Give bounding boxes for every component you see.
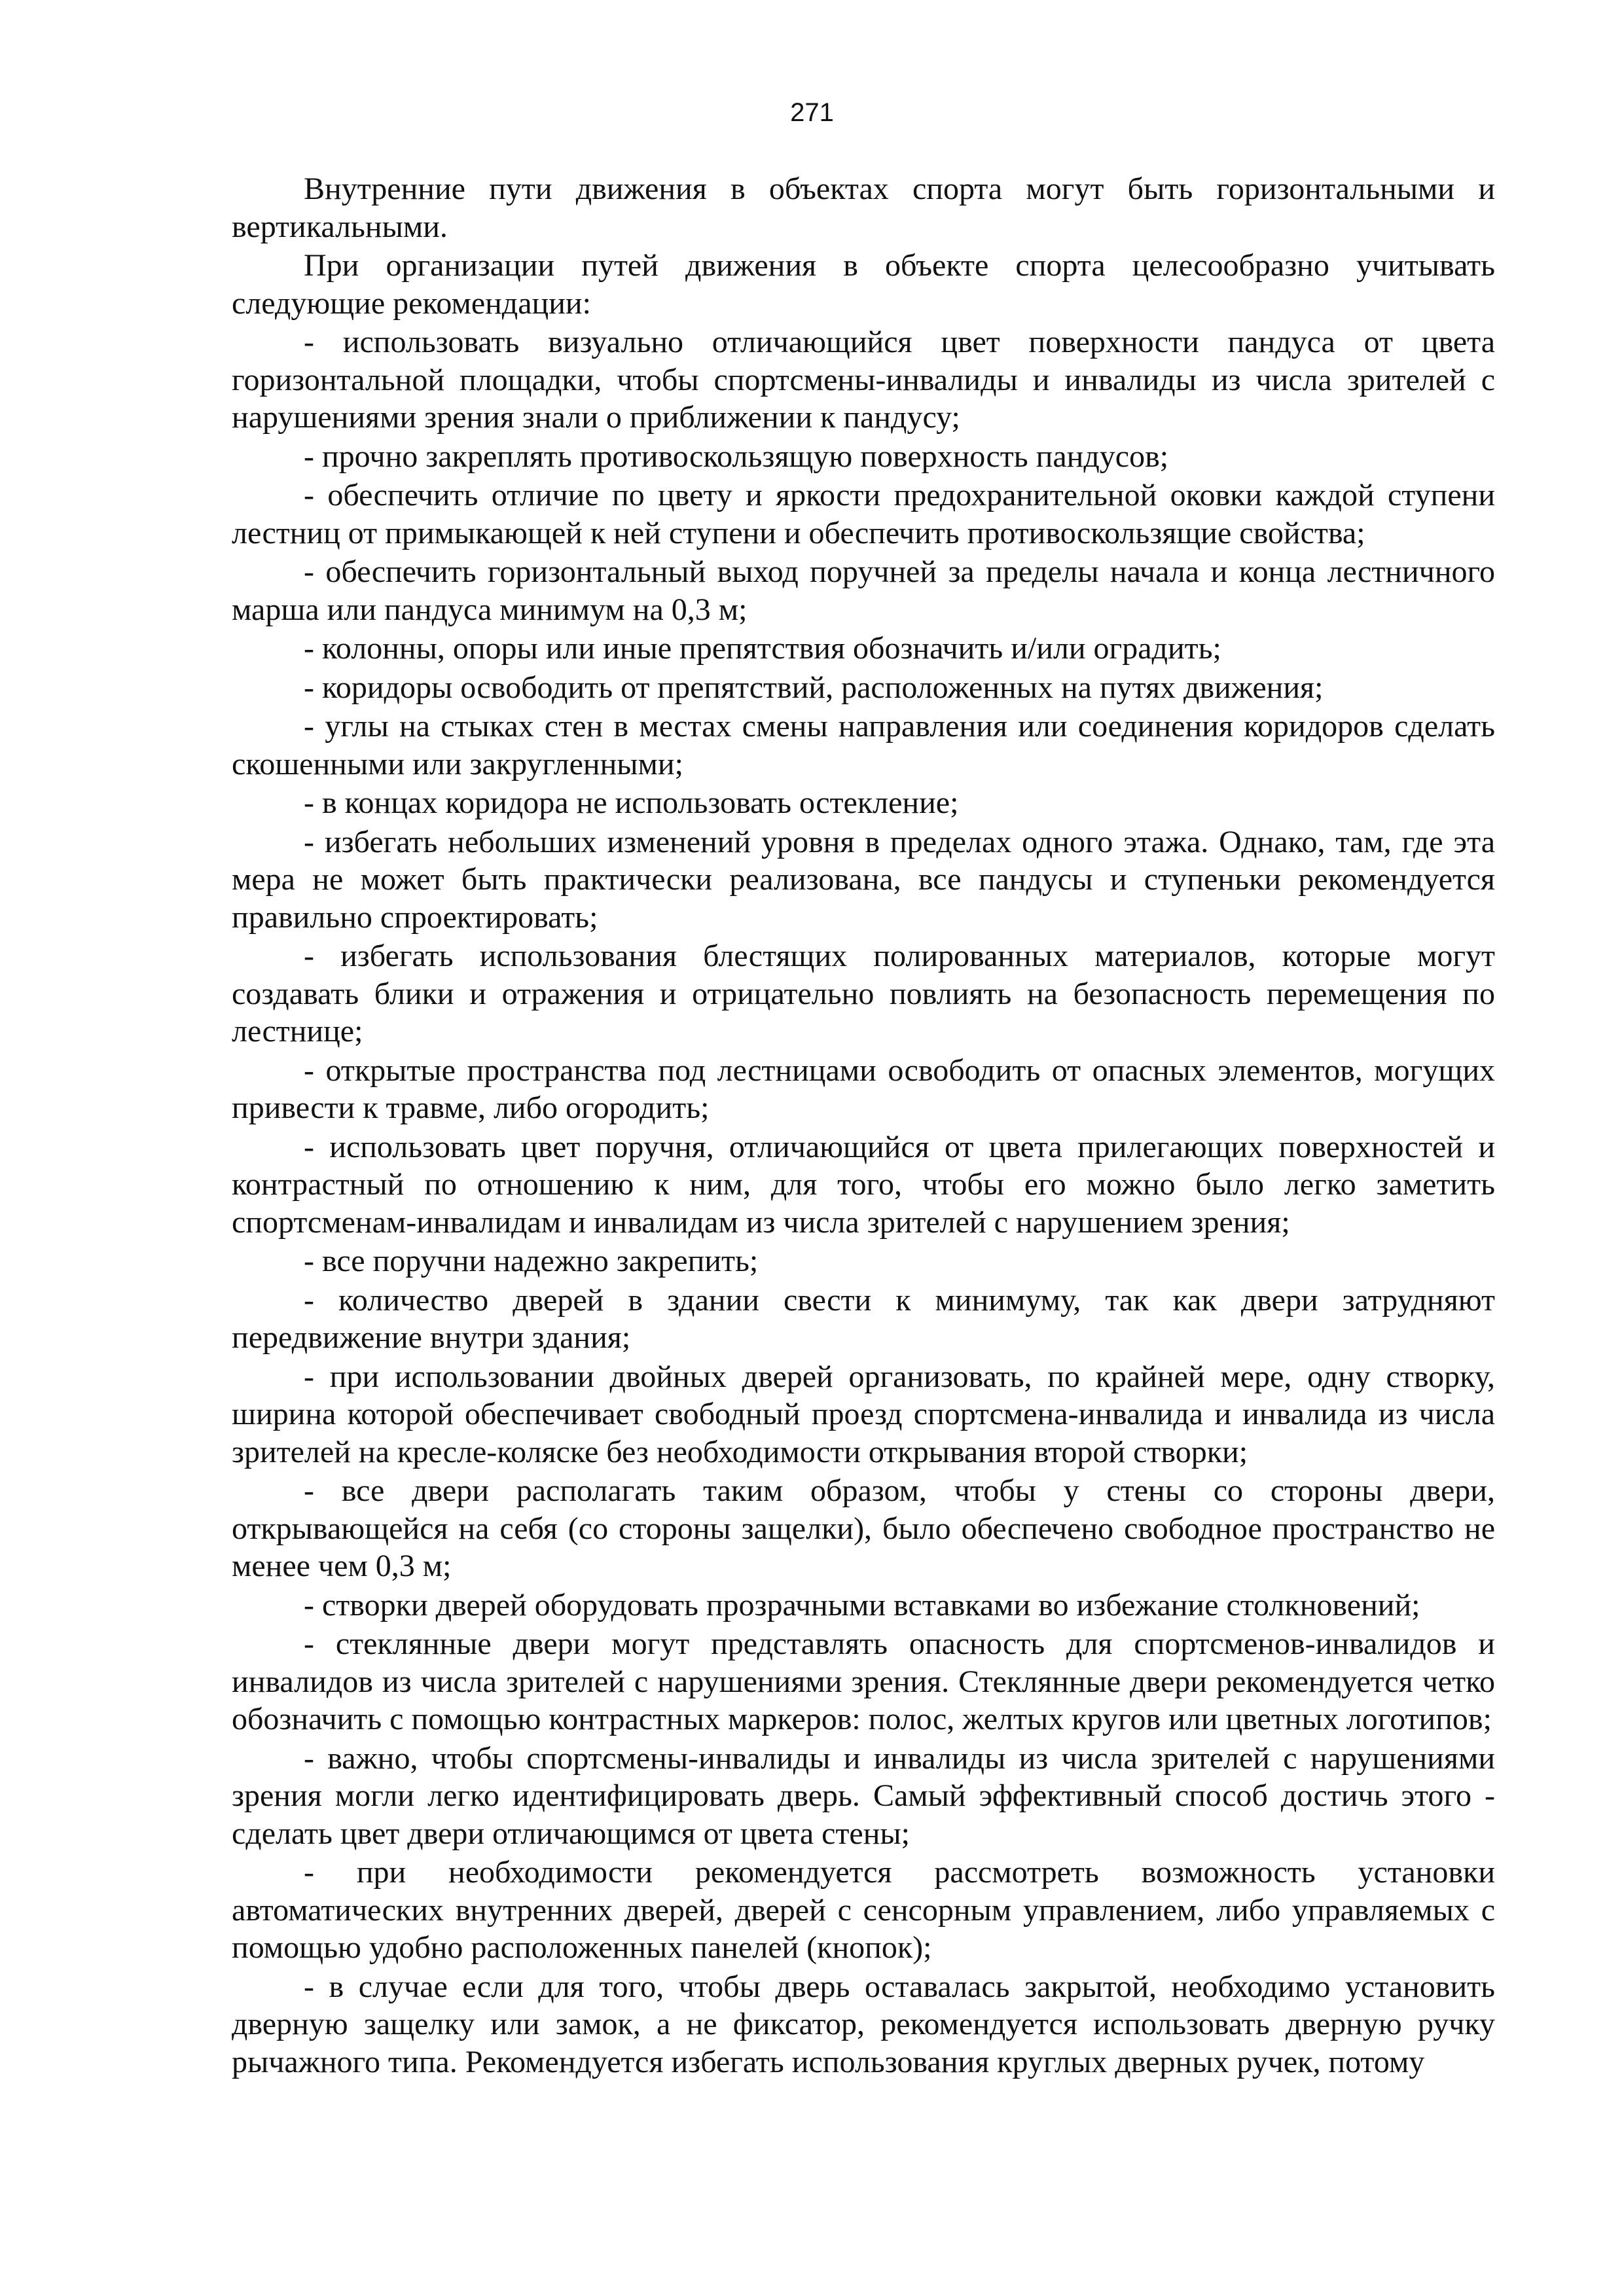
paragraph: При организации путей движения в объекте спорта целесообразно учитывать следующие рекомендации: <box>232 248 1495 321</box>
list-item: - количество дверей в здании свести к минимуму, так как двери затрудняют передвижение внутри здания; <box>232 1282 1495 1355</box>
list-item: - открытые пространства под лестницами освободить от опасных элементов, могущих привести к травме, либо огородить; <box>232 1052 1495 1125</box>
list-item: - колонны, опоры или иные препятствия обозначить и/или оградить; <box>304 631 1221 666</box>
list-item: - коридоры освободить от препятствий, расположенных на путях движения; <box>304 670 1324 705</box>
list-item: - обеспечить горизонтальный выход поручней за пределы начала и конца лестничного марша или пандуса минимум на 0,3 м; <box>232 554 1495 627</box>
list-item: - при использовании двойных дверей организовать, по крайней мере, одну створку, ширина которой обеспечивает свободный проезд спортсмена-инвалида и инвалида из числа зрителей на кресле-коляске без необходимости открывания второй створки; <box>232 1359 1495 1469</box>
list-item: - обеспечить отличие по цвету и яркости предохранительной оковки каждой ступени лестниц от примыкающей к ней ступени и обеспечить противоскользящие свойства; <box>232 478 1495 550</box>
list-item: - все двери располагать таким образом, чтобы у стены со стороны двери, открывающейся на себя (со стороны защелки), было обеспечено свободное пространство не менее чем 0,3 м; <box>232 1473 1495 1583</box>
list-item: - избегать использования блестящих полированных материалов, которые могут создавать блики и отражения и отрицательно повлиять на безопасность перемещения по лестнице; <box>232 939 1495 1049</box>
list-item: - использовать визуально отличающийся цвет поверхности пандуса от цвета горизонтальной площадки, чтобы спортсмены-инвалиды и инвалиды из числа зрителей с нарушениями зрения знали о приближении к пандусу; <box>232 325 1495 435</box>
list-item: - избегать небольших изменений уровня в пределах одного этажа. Однако, там, где эта мера не может быть практически реализована, все пандусы и ступеньки рекомендуется правильно спроектировать; <box>232 824 1495 935</box>
list-item: - в концах коридора не использовать остекление; <box>304 785 959 820</box>
paragraph: Внутренние пути движения в объектах спорта могут быть горизонтальными и вертикальными. <box>232 171 1495 244</box>
list-item: - в случае если для того, чтобы дверь оставалась закрытой, необходимо установить дверную защелку или замок, а не фиксатор, рекомендуется использовать дверную ручку рычажного типа. Рекомендуется избегать использования круглых дверных ручек, потому <box>232 1969 1495 2079</box>
page-number: 271 <box>790 98 834 127</box>
list-item: - стеклянные двери могут представлять опасность для спортсменов-инвалидов и инвалидов из числа зрителей с нарушениями зрения. Стеклянные двери рекомендуется четко обозначить с помощью контрастных маркеров: полос, желтых кругов или цветных логотипов; <box>232 1626 1495 1736</box>
list-item: - при необходимости рекомендуется рассмотреть возможность установки автоматических внутренних дверей, дверей с сенсорным управлением, либо управляемых с помощью удобно расположенных панелей (кнопок); <box>232 1855 1495 1965</box>
list-item: - важно, чтобы спортсмены-инвалиды и инвалиды из числа зрителей с нарушениями зрения могли легко идентифицировать дверь. Самый эффективный способ достичь этого - сделать цвет двери отличающимся от цвета стены; <box>232 1740 1495 1851</box>
list-item: - углы на стыках стен в местах смены направления или соединения коридоров сделать скошенными или закругленными; <box>232 709 1495 781</box>
list-item: - все поручни надежно закрепить; <box>304 1244 759 1278</box>
list-item: - использовать цвет поручня, отличающийся от цвета прилегающих поверхностей и контрастный по отношению к ним, для того, чтобы его можно было легко заметить спортсменам-инвалидам и инвалидам из числа зрителей с нарушением зрения; <box>232 1129 1495 1240</box>
list-item: - прочно закреплять противоскользящую поверхность пандусов; <box>304 439 1169 474</box>
list-item: - створки дверей оборудовать прозрачными вставками во избежание столкновений; <box>304 1587 1420 1623</box>
document-body <box>232 170 1495 2082</box>
